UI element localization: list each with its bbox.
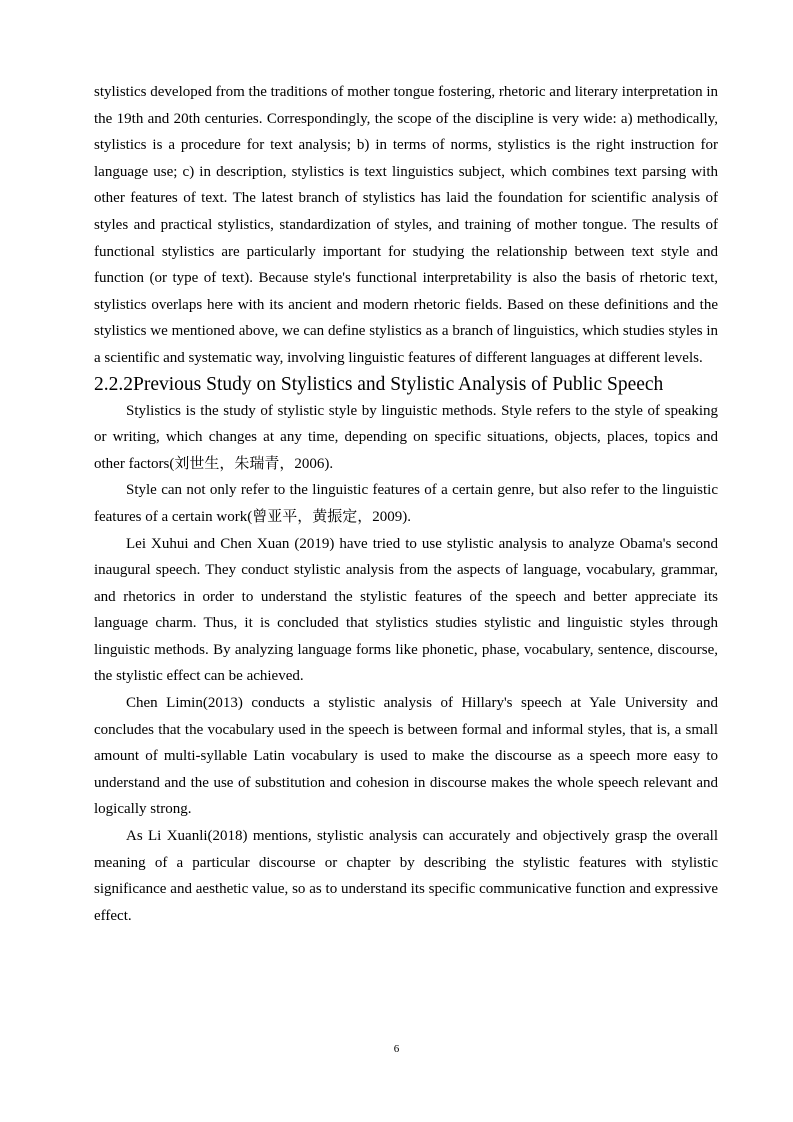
paragraph-hillary-speech-study: Chen Limin(2013) conducts a stylistic analysis of Hillary's speech at Yale University and concludes that the vocabulary used in the speech is between formal and informal styles, that is, a small amount of multi-syllable Latin vocabulary is used to make the discourse as a speech more easy to understand and the use of substitution and cohesion in discourse makes the whole speech relevant and logically strong. bbox=[94, 695, 718, 818]
intro-paragraph: stylistics developed from the traditions of mother tongue fostering, rhetoric and literary interpretation in the 19th and 20th centuries. Correspondingly, the scope of the discipline is very wide: a) methodically, stylistics is a procedure for text analysis; b) in terms of norms, stylistics is the right instruction for language use; c) in description, stylistics is text linguistics subject, which combines text parsing with other features of text. The latest branch of stylistics has laid the foundation for scientific analysis of styles and practical stylistics, standardization of styles, and training of mother tongue. The results of functional stylistics are particularly important for studying the relationship between text style and function (or type of text). Because style's functional interpretability is also the basis of rhetoric text, stylistics overlaps here with its ancient and modern rhetoric fields. Based on these definitions and the stylistics we mentioned above, we can define stylistics as a branch of linguistics, which studies styles in a scientific and systematic way, involving linguistic features of different languages at different levels. bbox=[94, 84, 718, 366]
paragraph-style-features: Style can not only refer to the linguistic features of a certain genre, but also refer to the linguistic features of a certain work(曾亚平，黄振定，2009). bbox=[94, 482, 718, 525]
paragraph-stylistic-analysis-value: As Li Xuanli(2018) mentions, stylistic analysis can accurately and objectively grasp the overall meaning of a particular discourse or chapter by describing the stylistic features with stylistic significance and aesthetic value, so as to understand its specific communicative function and expressive effect. bbox=[94, 828, 718, 924]
paragraph-obama-speech-study: Lei Xuhui and Chen Xuan (2019) have tried to use stylistic analysis to analyze Obama's second inaugural speech. They conduct stylistic analysis from the aspects of language, vocabulary, grammar, and rhetorics in order to understand the stylistic features of the speech and better appreciate its language charm. Thus, it is concluded that stylistics studies stylistic and linguistic styles through linguistic methods. By analyzing language forms like phonetic, phase, vocabulary, sentence, discourse, the stylistic effect can be achieved. bbox=[94, 535, 718, 685]
paragraph-stylistics-definition: Stylistics is the study of stylistic style by linguistic methods. Style refers to the style of speaking or writing, which changes at any time, depending on specific situations, objects, places, topics and other factors(刘世生，朱瑞青，2006). bbox=[94, 402, 718, 472]
document-body bbox=[94, 79, 718, 929]
page-number: 6 bbox=[393, 1043, 400, 1055]
section-heading: 2.2.2Previous Study on Stylistics and Stylistic Analysis of Public Speech bbox=[94, 373, 664, 395]
